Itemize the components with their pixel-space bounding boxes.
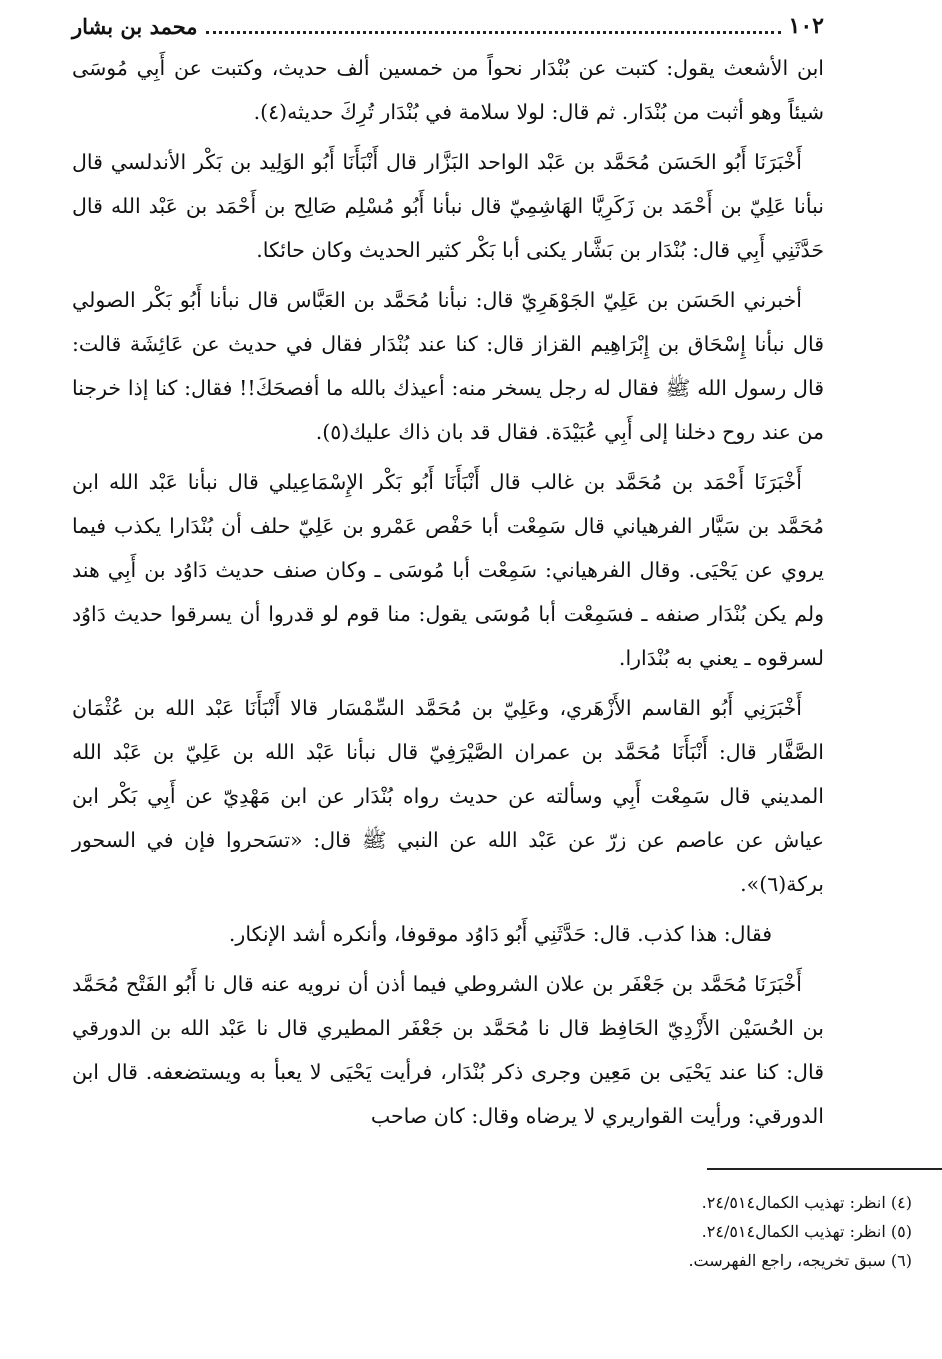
footnote-4: (٤) انظر: تهذيب الكمال٢٤/٥١٤. bbox=[701, 1193, 912, 1212]
footnote-5: (٥) انظر: تهذيب الكمال٢٤/٥١٤. bbox=[701, 1222, 912, 1241]
paragraph-2: أَخْبَرَنَا أَبُو الحَسَن مُحَمَّد بن عَبْد الواحد البَزَّار قال أَنْبَأَنَا أَبُو الوَلِيد بن بَكْر الأندلسي قال نبأنا عَلِيّ بن أَحْمَد بن زَكَرِيَّا الهَاشِمِيّ قال نبأنا أَبُو مُسْلِم صَالِح بن أَحْمَد بن عَبْد الله قال حَدَّثَنِي أَبِي قال: بُنْدَار بن بَشَّار يكنى أبا بَكْر كثير الحديث وكان حائكا. bbox=[72, 150, 824, 262]
paragraph-4: أَخْبَرَنَا أَحْمَد بن مُحَمَّد بن غالب قال أَنْبَأَنَا أَبُو بَكْر الإِسْمَاعِيلي قال نبأنا عَبْد الله ابن مُحَمَّد بن سَيَّار الفرهياني قال سَمِعْت أبا حَفْص عَمْرو بن عَلِيّ حلف أن بُنْدَارا يكذب فيما يروي عن يَحْيَى. وقال الفرهياني: سَمِعْت أبا مُوسَى ـ وكان صنف حديث دَاوُد بن أَبِي هند ولم يكن بُنْدَار صنفه ـ فسَمِعْت أبا مُوسَى يقول: منا قوم لو قدروا أن يسرقوا حديث دَاوُد لسرقوه ـ يعني به بُنْدَارا. bbox=[72, 470, 824, 670]
page-body bbox=[72, 0, 824, 1144]
paragraph-7: أَخْبَرَنَا مُحَمَّد بن جَعْفَر بن علان الشروطي فيما أذن أن نرويه عنه قال نا أَبُو الفَتْح مُحَمَّد بن الحُسَيْن الأَزْدِيّ الحَافِظ قال نا مُحَمَّد بن جَعْفَر المطيري قال نا عَبْد الله بن الدورقي قال: كنا عند يَحْيَى بن مَعِين وجرى ذكر بُنْدَار، فرأيت يَحْيَى لا يعبأ به ويستضعفه. قال ابن الدورقي: ورأيت القواريري لا يرضاه وقال: كان صاحب bbox=[72, 972, 824, 1128]
page-header bbox=[72, 6, 824, 46]
paragraph-1: ابن الأشعث يقول: كتبت عن بُنْدَار نحواً من خمسين ألف حديث، وكتبت عن أَبِي مُوسَى شيئاً وهو أثبت من بُنْدَار. ثم قال: لولا سلامة في بُنْدَار تُرِكَ حديثه(٤). bbox=[72, 56, 824, 124]
paragraph-3: أخبرني الحَسَن بن عَلِيّ الجَوْهَرِيّ قال: نبأنا مُحَمَّد بن العَبَّاس قال نبأنا أَبُو بَكْر الصولي قال نبأنا إِسْحَاق بن إِبْرَاهِيم القزاز قال: كنا عند بُنْدَار فقال في حديث عن عَائِشَة قالت: قال رسول الله ﷺ فقال له رجل يسخر منه: أعيذك بالله ما أفصحَكَ!! فقال: كنا إذا خرجنا من عند روح دخلنا إلى أَبِي عُبَيْدَة. فقال قد بان ذاك عليك(٥). bbox=[72, 288, 824, 444]
running-title: محمد بن بشار bbox=[72, 13, 198, 39]
page-number: ١٠٢ bbox=[788, 13, 824, 39]
footnote-6: (٦) سبق تخريجه، راجع الفهرست. bbox=[688, 1251, 912, 1270]
footnote-separator bbox=[707, 1168, 942, 1170]
header-dotted-leader bbox=[206, 31, 781, 34]
paragraph-6: فقال: هذا كذب. قال: حَدَّثَنِي أَبُو دَاوُد موقوفا، وأنكره أشد الإنكار. bbox=[228, 922, 772, 946]
footnotes bbox=[190, 1188, 942, 1275]
paragraph-5: أَخْبَرَنِي أَبُو القاسم الأَزْهَري، وعَلِيّ بن مُحَمَّد السِّمْسَار قالا أَنْبَأَنَا عَبْد الله بن عُثْمَان الصَّفَّار قال: أَنْبَأَنَا مُحَمَّد بن عمران الصَّيْرَفِيّ قال نبأنا عَبْد الله بن عَلِيّ بن عَبْد الله المديني قال سَمِعْت أَبِي وسألته عن حديث رواه بُنْدَار عن ابن مَهْدِيّ عن أَبِي بَكْر ابن عياش عن عاصم عن زرّ عن عَبْد الله عن النبي ﷺ قال: «تسَحروا فإن في السحور بركة(٦)». bbox=[72, 696, 824, 896]
